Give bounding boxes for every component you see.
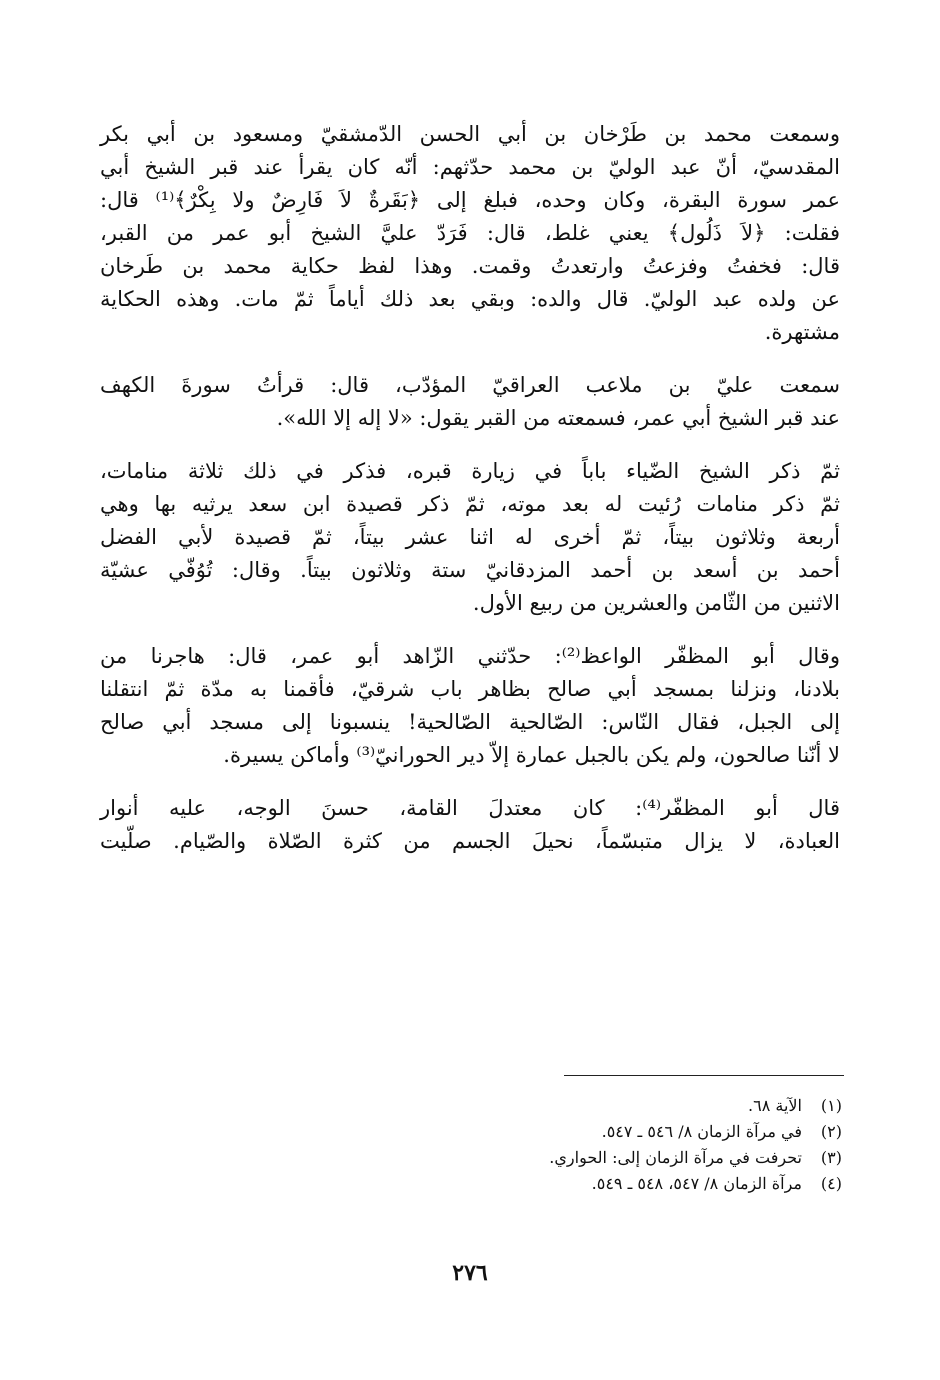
paragraph-2 (100, 369, 840, 435)
footnote-item (182, 1119, 842, 1145)
text-line: العبادة، لا يزال متبسّماً، نحيلَ الجسم من كثرة الصّلاة والصّيام. صلّيت (100, 829, 840, 853)
paragraph-3 (100, 455, 840, 620)
paragraph-5 (100, 792, 840, 858)
text-line: عن ولده عبد الوليّ. قال والده: وبقي بعد ذلك أياماً ثمّ مات. وهذه الحكاية (100, 287, 840, 311)
text-line: وسمعت محمد بن طَرْخان بن أبي الحسن الدّمشقيّ ومسعود بن أبي بكر (100, 122, 840, 146)
text-line: أربعة وثلاثون بيتاً، ثمّ أخرى له اثنا عشر بيتاً، ثمّ قصيدة لأبي الفضل (100, 525, 840, 549)
footnote-number: (١) (820, 1096, 842, 1115)
text-line: سمعت عليّ بن ملاعب العراقيّ المؤدّب، قال: قرأتُ سورةَ الكهف (100, 373, 840, 397)
footnote-item (182, 1145, 842, 1171)
text-line: فقلت: ﴿لاَ ذَلُول﴾ يعني غلط، قال: فَرَدّ عليَّ الشيخ أبو عمر من القبر، (100, 221, 840, 245)
text-line: عند قبر الشيخ أبي عمر، فسمعته من القبر يقول: «لا إله إلا الله». (276, 406, 840, 430)
text-line: المقدسيّ، أنّ عبد الوليّ بن محمد حدّثهم: أنّه كان يقرأ عند قبر الشيخ أبي (100, 155, 840, 179)
footnotes (182, 1093, 842, 1197)
text-line: قال: فخفتُ وفزعتُ وارتعدتُ وقمت. وهذا لفظ حكاية محمد بن طَرخان (100, 254, 840, 278)
text-line: ثمّ ذكر الشيخ الضّياء باباً في زيارة قبره، فذكر في ذلك ثلاثة منامات، (100, 459, 840, 483)
footnote-text: في مرآة الزمان ٨/ ٥٤٦ ـ ٥٤٧. (601, 1122, 802, 1141)
text-line: لا أنّنا صالحون، ولم يكن بالجبل عمارة إلاّ دير الحورانيّ⁽³⁾ وأماكن يسيرة. (223, 743, 840, 767)
paragraph-4 (100, 640, 840, 772)
footnote-separator (564, 1075, 844, 1076)
text-line: إلى الجبل، فقال النّاس: الصّالحية الصّالحية! ينسبونا إلى مسجد أبي صالح (100, 710, 840, 734)
footnote-number: (٢) (820, 1122, 842, 1141)
text-line: بلادنا، ونزلنا بمسجد أبي صالح بظاهر باب شرقيّ، فأقمنا به مدّة ثمّ انتقلنا (100, 677, 840, 701)
footnote-number: (٤) (820, 1174, 842, 1193)
text-line: وقال أبو المظفّر الواعظ⁽²⁾: حدّثني الزّاهد أبو عمر، قال: هاجرنا من (100, 644, 840, 668)
footnote-item (182, 1093, 842, 1119)
text-line: أحمد بن أسعد بن أحمد المزدقانيّ ستة وثلاثون بيتاً. وقال: تُوُفّي عشيّة (100, 558, 840, 582)
footnote-text: مرآة الزمان ٨/ ٥٤٧، ٥٤٨ ـ ٥٤٩. (591, 1174, 802, 1193)
text-line: عمر سورة البقرة، وكان وحده، فبلغ إلى ﴿بَقَرةٌ لاَ فَارِضٌ ولا بِكْرٌ﴾⁽¹⁾ قال: (100, 188, 841, 212)
footnote-text: تحرفت في مرآة الزمان إلى: الحواري. (549, 1148, 802, 1167)
text-line: قال أبو المظفّر⁽⁴⁾: كان معتدلَ القامة، حسنَ الوجه، عليه أنوار (100, 796, 840, 820)
main-text (100, 118, 840, 878)
footnote-number: (٣) (820, 1148, 842, 1167)
text-line: الاثنين من الثّامن والعشرين من ربيع الأول. (472, 591, 840, 615)
footnote-text: الآية ٦٨. (748, 1096, 802, 1115)
page-number: ٢٧٦ (452, 1260, 488, 1286)
text-line: ثمّ ذكر منامات رُئيت له بعد موته، ثمّ ذكر قصيدة ابن سعد يرثيه بها وهي (100, 492, 840, 516)
footnote-item (182, 1171, 842, 1197)
text-line: مشتهرة. (764, 320, 840, 344)
paragraph-1 (100, 118, 840, 349)
